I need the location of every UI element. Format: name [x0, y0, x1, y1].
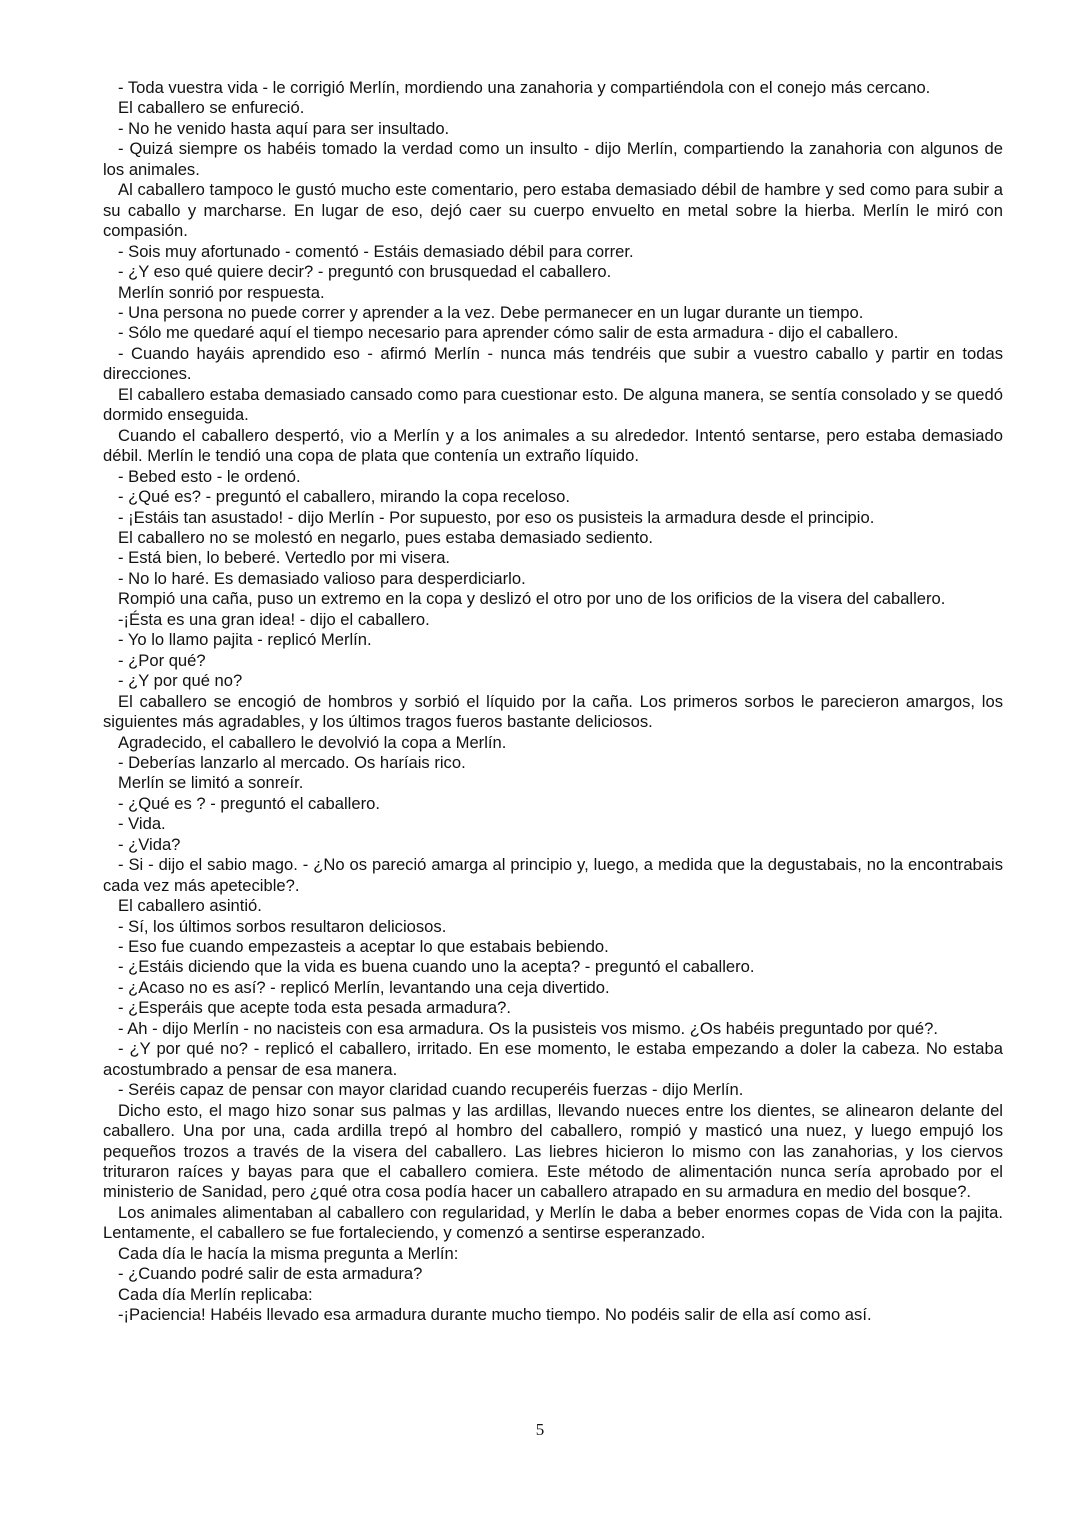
paragraph: - Bebed esto - le ordenó.	[118, 466, 301, 486]
paragraph: -¡Paciencia! Habéis llevado esa armadura durante mucho tiempo. No podéis salir de ella así como así.	[118, 1305, 872, 1325]
paragraph: - Sólo me quedaré aquí el tiempo necesario para aprender cómo salir de esta armadura - dijo el caballero.	[118, 323, 899, 343]
paragraph: - Toda vuestra vida - le corrigió Merlín, mordiendo una zanahoria y compartiéndola con el conejo más cercano.	[118, 78, 931, 97]
paragraph: - ¡Estáis tan asustado! - dijo Merlín - Por supuesto, por eso os pusisteis la armadura desde el principio.	[118, 507, 875, 527]
paragraph: El caballero estaba demasiado cansado como para cuestionar esto. De alguna manera, se sentía consolado y se quedó dormido enseguida.	[103, 384, 1003, 425]
paragraph: - ¿Qué es? - preguntó el caballero, mirando la copa receloso.	[118, 487, 570, 507]
paragraph: - ¿Acaso no es así? - replicó Merlín, levantando una ceja divertido.	[118, 977, 610, 997]
paragraph: - Si - dijo el sabio mago. - ¿No os pareció amarga al principio y, luego, a medida que la degustabais, no la encontrabais cada vez más apetecible?.	[103, 855, 1003, 895]
paragraph: El caballero no se molestó en negarlo, pues estaba demasiado sediento.	[118, 527, 654, 547]
paragraph: El caballero se encogió de hombros y sorbió el líquido por la caña. Los primeros sorbos le parecieron amargos, los siguientes más agradables, y los últimos tragos fueros bastante deliciosos.	[103, 691, 1003, 732]
paragraph: Merlín se limitó a sonreír.	[118, 773, 304, 793]
paragraph: - ¿Qué es ? - preguntó el caballero.	[118, 793, 380, 813]
paragraph: - ¿Esperáis que acepte toda esta pesada armadura?.	[118, 998, 511, 1018]
paragraph: - Quizá siempre os habéis tomado la verdad como un insulto - dijo Merlín, compartiendo la zanahoria con algunos de los animales.	[103, 139, 1003, 179]
paragraph: - No lo haré. Es demasiado valioso para desperdiciarlo.	[118, 568, 526, 588]
paragraph: - Cuando hayáis aprendido eso - afirmó Merlín - nunca más tendréis que subir a vuestro caballo y partir en todas direcciones.	[103, 343, 1003, 384]
paragraph: - Vida.	[118, 814, 166, 834]
paragraph: - Está bien, lo beberé. Vertedlo por mi visera.	[118, 548, 451, 568]
paragraph: - ¿Y por qué no? - replicó el caballero, irritado. En ese momento, le estaba empezando a doler la cabeza. No estaba acostumbrado a pensar de esa manera.	[103, 1039, 1003, 1079]
paragraph: - ¿Por qué?	[118, 650, 206, 670]
paragraph: - Seréis capaz de pensar con mayor claridad cuando recuperéis fuerzas - dijo Merlín.	[118, 1080, 744, 1100]
paragraph: - ¿Y por qué no?	[118, 671, 243, 691]
body-text	[103, 78, 1003, 1326]
paragraph: - ¿Estáis diciendo que la vida es buena cuando uno la acepta? - preguntó el caballero.	[118, 957, 755, 977]
paragraph: - Ah - dijo Merlín - no nacisteis con esa armadura. Os la pusisteis vos mismo. ¿Os habéis preguntado por qué?.	[118, 1018, 938, 1038]
paragraph: - ¿Cuando podré salir de esta armadura?	[118, 1264, 423, 1284]
paragraph: El caballero asintió.	[118, 896, 262, 916]
paragraph: - Yo lo llamo pajita - replicó Merlín.	[118, 630, 372, 650]
paragraph: Cuando el caballero despertó, vio a Merlín y a los animales a su alrededor. Intentó sentarse, pero estaba demasiado débil. Merlín le tendió una copa de plata que contenía un extraño líquido.	[103, 425, 1003, 466]
paragraph: - Deberías lanzarlo al mercado. Os haríais rico.	[118, 752, 466, 772]
paragraph: Rompió una caña, puso un extremo en la copa y deslizó el otro por uno de los orificios de la visera del caballero.	[118, 589, 946, 609]
paragraph: - ¿Y eso qué quiere decir? - preguntó con brusquedad el caballero.	[118, 262, 612, 282]
paragraph: - Sí, los últimos sorbos resultaron deliciosos.	[118, 916, 447, 936]
paragraph: Dicho esto, el mago hizo sonar sus palmas y las ardillas, llevando nueces entre los dientes, se alinearon delante del caballero. Una por una, cada ardilla trepó al hombro del caballero, rompió y masticó una nuez, y luego empujó los pequeños trozos a través de la visera del caballero. Las liebres hicieron lo mismo con las zanahorias, y los ciervos trituraron raíces y bayas para que el caballero comiera. Este método de alimentación nunca sería aprobado por el ministerio de Sanidad, pero ¿qué otra cosa podía hacer un caballero atrapado en su armadura en medio del bosque?.	[103, 1100, 1003, 1202]
paragraph: - Eso fue cuando empezasteis a aceptar lo que estabais bebiendo.	[118, 937, 609, 957]
paragraph: - ¿Vida?	[118, 834, 181, 854]
paragraph: Merlín sonrió por respuesta.	[118, 282, 325, 302]
paragraph: Los animales alimentaban al caballero con regularidad, y Merlín le daba a beber enormes copas de Vida con la pajita. Lentamente, el caballero se fue fortaleciendo, y comenzó a sentirse esperanzado.	[103, 1202, 1003, 1243]
paragraph: -¡Ésta es una gran idea! - dijo el caballero.	[118, 609, 430, 629]
paragraph: Agradecido, el caballero le devolvió la copa a Merlín.	[118, 732, 507, 752]
paragraph: El caballero se enfureció.	[118, 98, 305, 118]
document-page	[103, 78, 1003, 1326]
paragraph: - Sois muy afortunado - comentó - Estáis demasiado débil para correr.	[118, 241, 634, 261]
paragraph: Al caballero tampoco le gustó mucho este comentario, pero estaba demasiado débil de hambre y sed como para subir a su caballo y marcharse. En lugar de eso, dejó caer su cuerpo envuelto en metal sobre la hierba. Merlín le miró con compasión.	[103, 180, 1003, 241]
paragraph: Cada día le hacía la misma pregunta a Merlín:	[118, 1243, 459, 1263]
paragraph: Cada día Merlín replicaba:	[118, 1284, 313, 1304]
paragraph: - No he venido hasta aquí para ser insultado.	[118, 118, 450, 138]
paragraph: - Una persona no puede correr y aprender a la vez. Debe permanecer en un lugar durante un tiempo.	[118, 302, 864, 322]
page-number: 5	[535, 1420, 545, 1439]
